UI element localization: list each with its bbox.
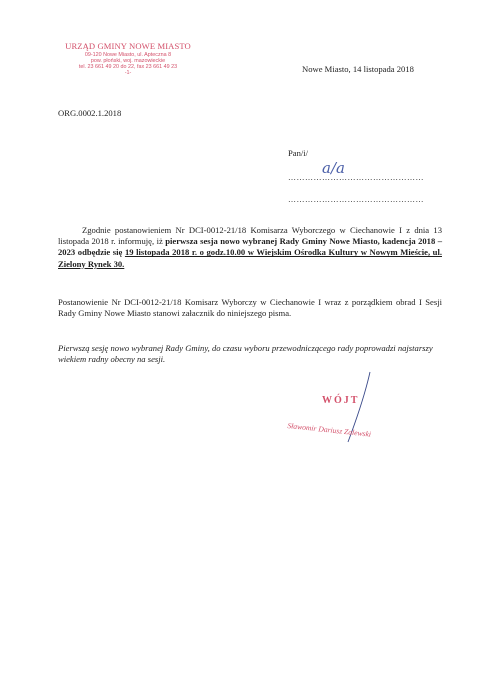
paragraph-announcement <box>58 225 442 270</box>
signature-stroke-icon <box>320 370 380 450</box>
addressee-label: Pan/i/ <box>288 148 309 158</box>
announcement-intro: Zgodnie postanowieniem Nr DCI-0012-21/18 Komisarza Wyborczego w Ciechanowie I z dnia 13 listopada 2018 r. informuję, iż <box>58 225 442 247</box>
seal-title: WÓJT <box>322 395 360 406</box>
addressee-line-1: ………………………………………… <box>288 173 424 182</box>
announcement-bold: pierwsza sesja nowo wybranej Rady Gminy Nowe Miasto, kadencja 2018 – 2023 odbędzie się <box>58 236 443 258</box>
paragraph-attachment: Postanowienie Nr DCI-0012-21/18 Komisarz Wyborczy w Ciechanowie I wraz z porządkiem obrad I Sesji Rady Gminy Nowe Miasto stanowi załacznik do niniejszego pisma. <box>58 297 442 319</box>
office-stamp <box>58 42 198 77</box>
stamp-district: pow. płoński, woj. mazowieckie <box>90 58 166 65</box>
addressee-line-2: ………………………………………… <box>288 195 424 204</box>
handwritten-addressee: a/a <box>322 159 345 177</box>
announcement-date-place: 19 listopada 2018 r. o godz.10.00 w Wiejskim Ośrodka Kultury w Nowym Mieście, ul. Zielony Rynek 30. <box>58 247 442 269</box>
letter-date: Nowe Miasto, 14 listopada 2018 <box>302 64 414 74</box>
stamp-office-name: URZĄD GMINY NOWE MIASTO <box>65 41 191 51</box>
stamp-number: -1- <box>124 70 132 77</box>
stamp-address: 09-120 Nowe Miasto, ul. Apteczna 8 <box>84 51 172 58</box>
stamp-phone: tel. 23 661 49 20 do 22, fax 23 661 49 23 <box>78 64 178 71</box>
paragraph-chair-note: Pierwszą sesję nowo wybranej Rady Gminy, do czasu wyboru przewodniczącego rady poprowadzi najstarszy wiekiem radny obecny na sesji. <box>58 343 433 365</box>
reference-number: ORG.0002.1.2018 <box>58 108 122 118</box>
seal-name: Sławomir Dariusz Zalewski <box>287 421 372 439</box>
